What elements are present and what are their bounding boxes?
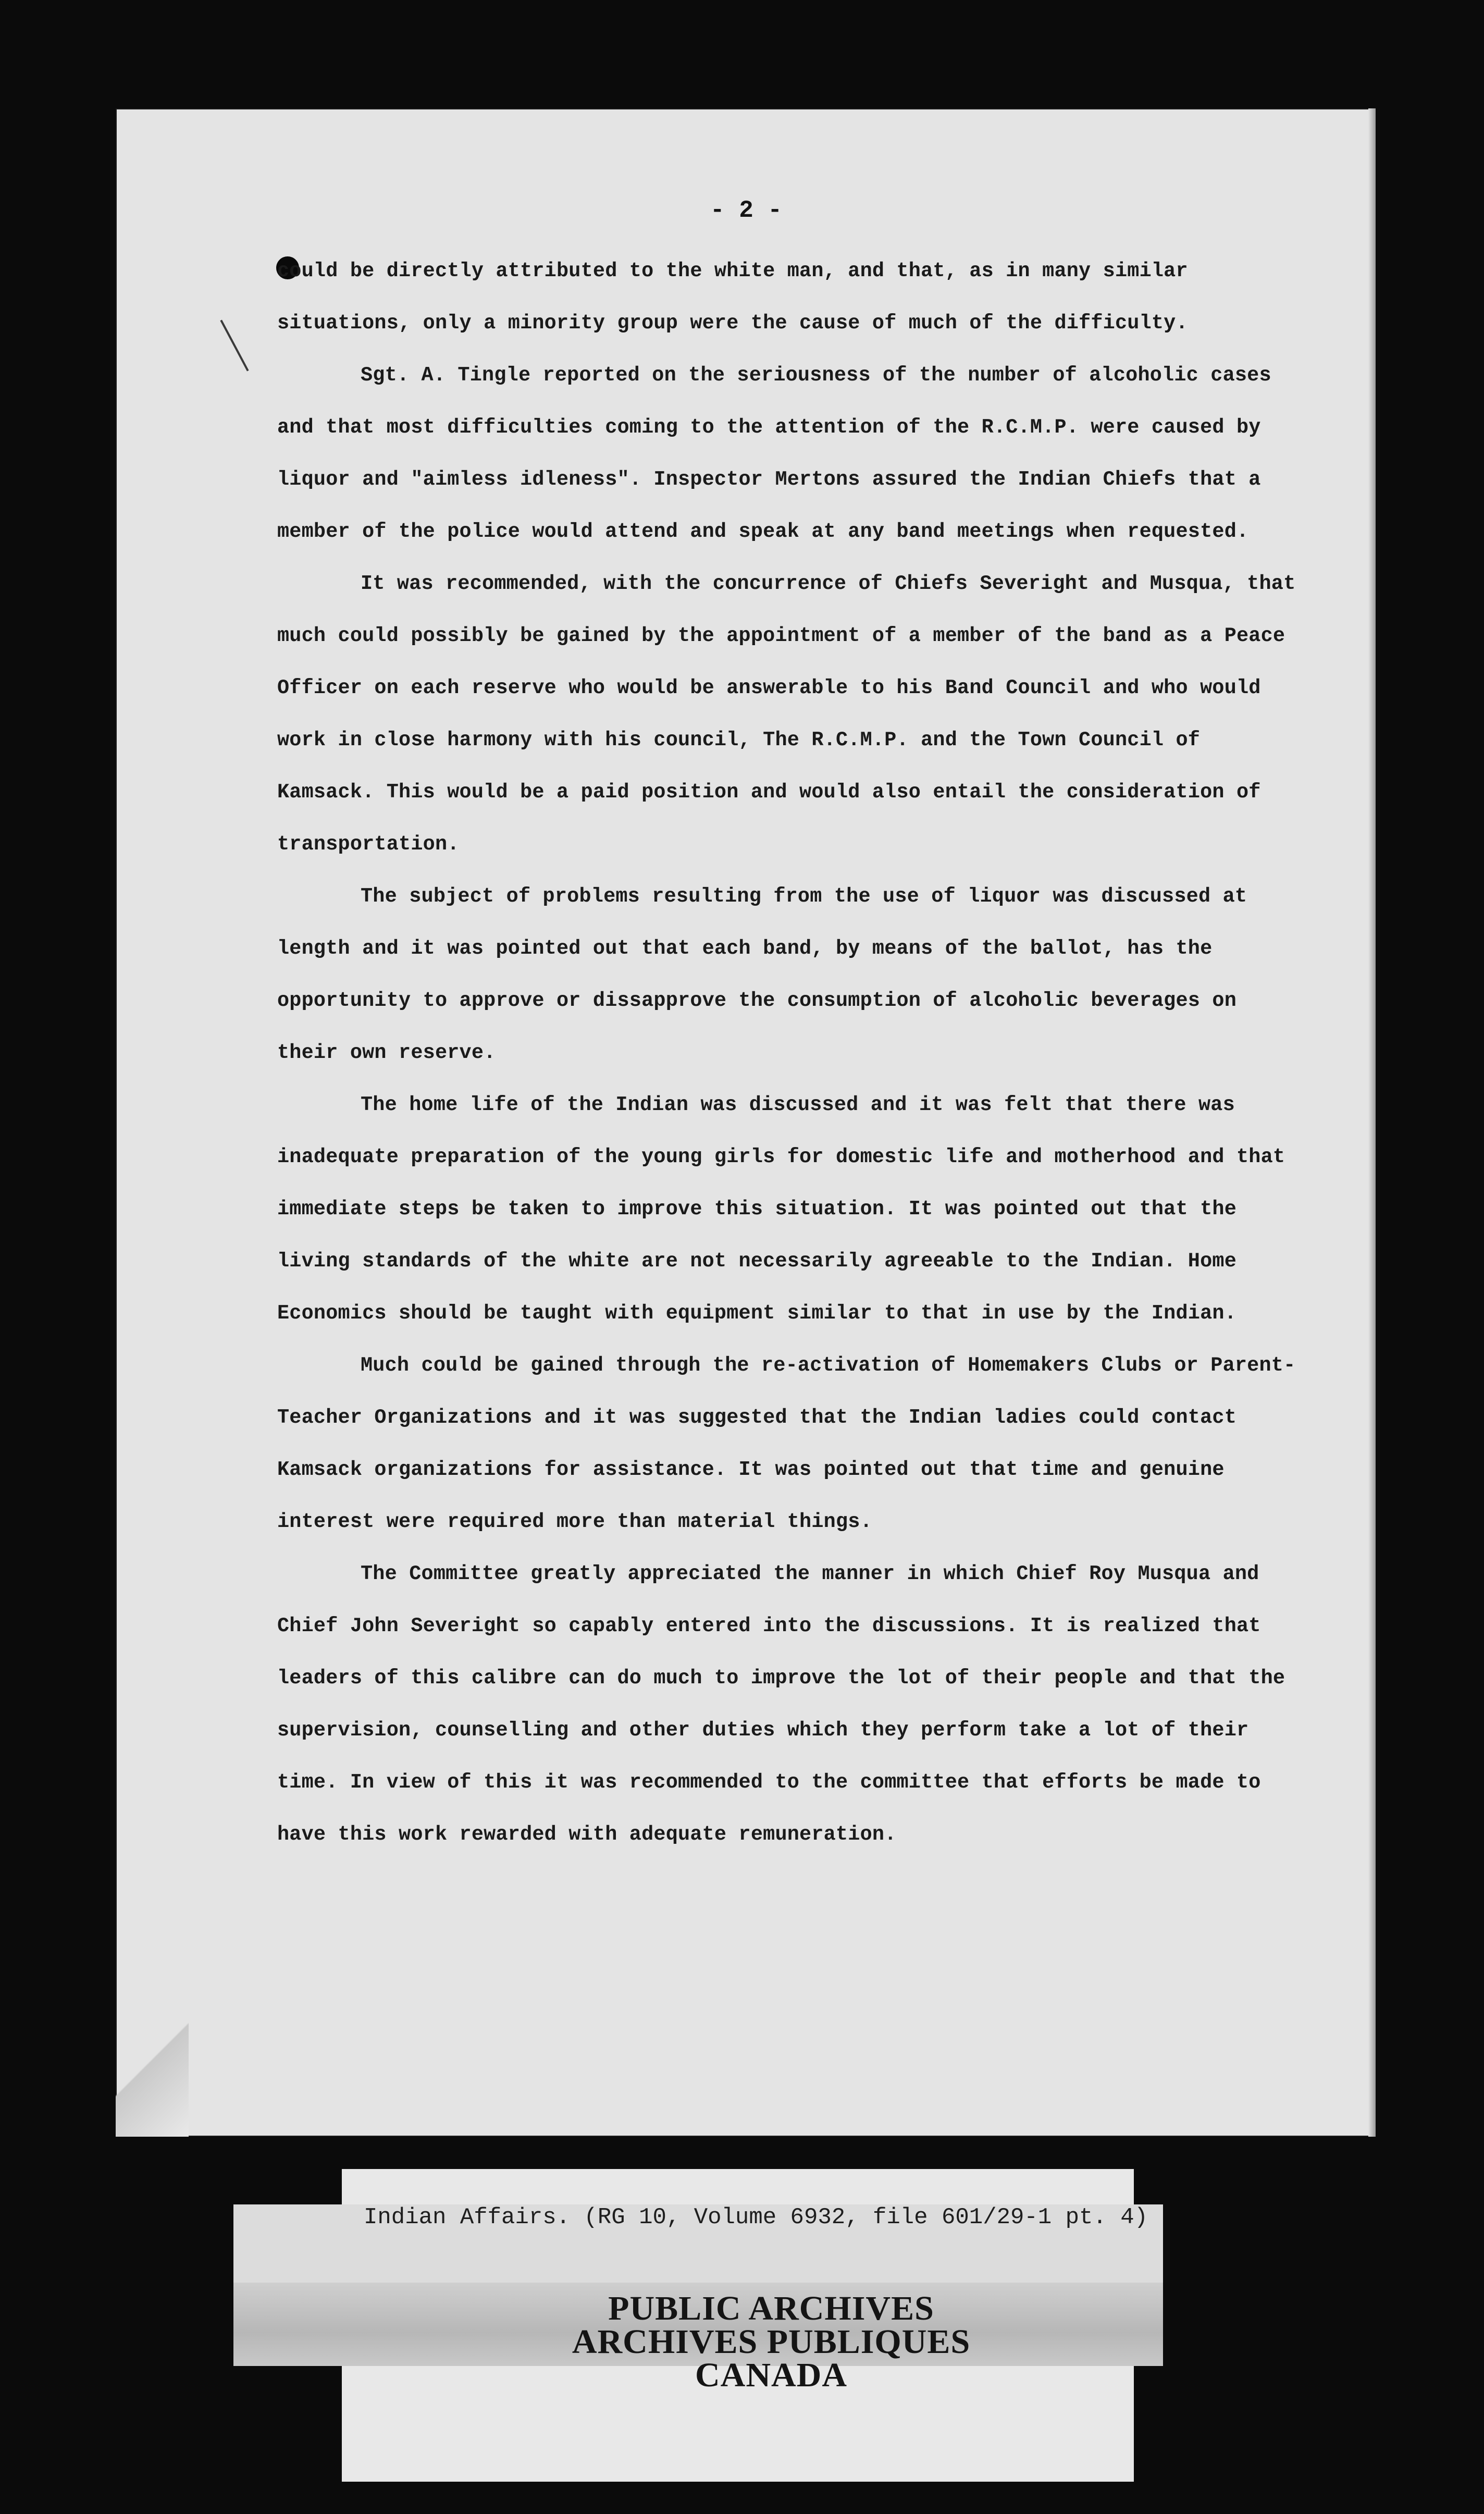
stamp-line-3: CANADA [695, 2356, 847, 2394]
document-body [277, 245, 1309, 1860]
paragraph-homemakers: Much could be gained through the re-activation of Homemakers Clubs or Parent-Teacher Organizations and it was suggested that the Indian ladies could contact Kamsack organizations for assistance. It was pointed out that time and genuine interest were required more than material things. [277, 1354, 1296, 1533]
margin-pen-mark [220, 319, 249, 371]
paragraph-home-life: The home life of the Indian was discussed and it was felt that there was inadequate preparation of the young girls for domestic life and motherhood and that immediate steps be taken to improve this situation. It was pointed out that the living standards of the white are not necessarily agreeable to the Indian. Home Economics should be taught with equipment similar to that in use by the Indian. [277, 1093, 1297, 1325]
paragraph-liquor: The subject of problems resulting from the use of liquor was discussed at length and it was pointed out that each band, by means of the ballot, has the opportunity to approve or dissapprove the consumption of alcoholic beverages on their own reserve. [277, 885, 1259, 1064]
stamp-line-2: ARCHIVES PUBLIQUES [572, 2323, 971, 2361]
archive-stamp [521, 2289, 1021, 2394]
paragraph-rcmp-report: Sgt. A. Tingle reported on the seriousness of the number of alcoholic cases and that most difficulties coming to the attention of the R.C.M.P. were caused by liquor and "aimless idleness". Inspector Mertons assured the Indian Chiefs that a member of the police would attend and speak at any band meetings when requested. [277, 364, 1284, 543]
page-number: - 2 - [710, 197, 783, 224]
paragraph-committee: The Committee greatly appreciated the manner in which Chief Roy Musqua and Chief John Severight so capably entered into the discussions. It is realized that leaders of this calibre can do much to improve the lot of their people and that the supervision, counselling and other duties which they perform take a lot of their time. In view of this it was recommended to the committee that efforts be made to have this work rewarded with adequate remuneration. [277, 1562, 1297, 1846]
archive-reference-text: Indian Affairs. (RG 10, Volume 6932, file 601/29-1 pt. 4) [364, 2204, 1148, 2230]
page-edge-shadow [1368, 108, 1376, 2137]
page-corner-fold [116, 2001, 189, 2137]
stamp-line-1: PUBLIC ARCHIVES [608, 2289, 934, 2327]
document-page [116, 108, 1376, 2137]
paragraph-peace-officer: It was recommended, with the concurrence of Chiefs Severight and Musqua, that much could possibly be gained by the appointment of a member of the band as a Peace Officer on each reserve who would be answerable to his Band Council and who would work in close harmony with his council, The R.C.M.P. and the Town Council of Kamsack. This would be a paid position and would also entail the consideration of transportation. [277, 572, 1308, 856]
paragraph-continuation: could be directly attributed to the white man, and that, as in many similar situations, only a minority group were the cause of much of the difficulty. [277, 260, 1201, 335]
